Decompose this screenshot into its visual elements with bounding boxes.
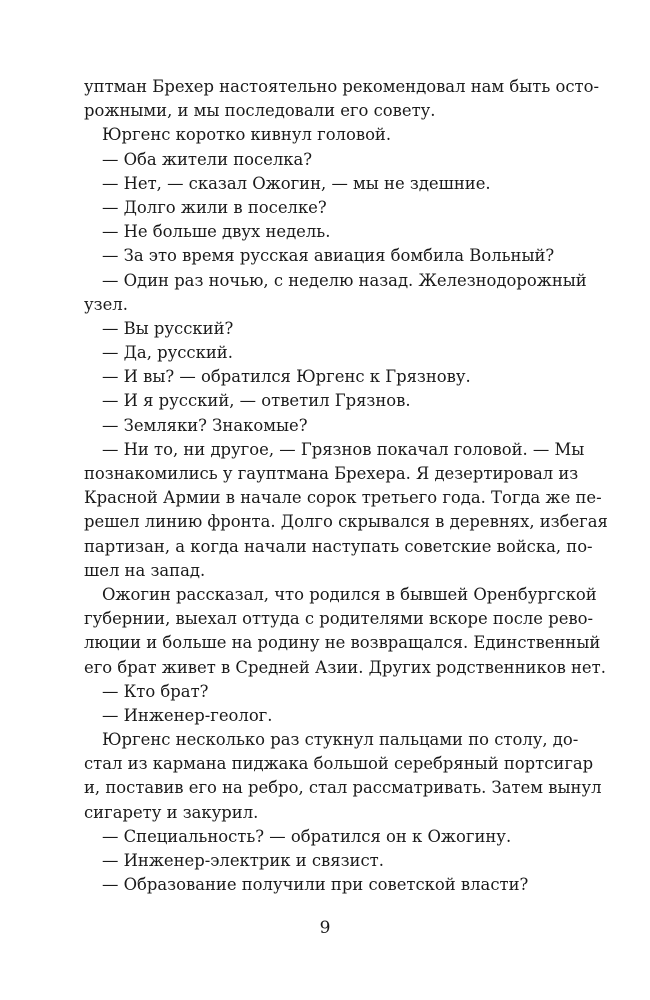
text-line: Красной Армии в начале сорок третьего года. Тогда же пе- (84, 488, 602, 508)
text-line: — Ни то, ни другое, — Грязнов покачал головой. — Мы (102, 439, 585, 459)
text-line: познакомились у гауптмана Брехера. Я дезертировал из (84, 464, 579, 483)
text-line: — Нет, — сказал Ожогин, — мы не здешние. (102, 173, 491, 193)
text-line: — Образование получили при советской власти? (102, 875, 529, 895)
text-line: решел линию фронта. Долго скрывался в деревнях, избегая (84, 512, 608, 532)
text-line: — Инженер-геолог. (102, 705, 273, 725)
text-line: — Один раз ночью, с неделю назад. Железнодорожный (102, 270, 587, 290)
text-line: — И вы? — обратился Юргенс к Грязнову. (102, 367, 471, 387)
text-line: — Кто брат? (102, 681, 209, 701)
text-line: — Земляки? Знакомые? (102, 415, 308, 435)
text-line: сигарету и закурил. (84, 802, 259, 822)
text-line: — Инженер-электрик и связист. (102, 851, 384, 870)
text-line: — Да, русский. (102, 343, 233, 363)
body-text (84, 75, 608, 897)
text-line: Ожогин рассказал, что родился в бывшей Оренбургской (102, 584, 597, 604)
text-line: — Вы русский? (102, 318, 234, 338)
text-line: узел. (84, 294, 128, 314)
text-line: — Специальность? — обратился он к Ожогину. (102, 826, 512, 846)
text-line: люции и больше на родину не возвращался. Единственный (84, 633, 601, 653)
text-line: рожными, и мы последовали его совету. (84, 101, 436, 121)
text-line: — За это время русская авиация бомбила Вольный? (102, 246, 555, 266)
text-line: шел на запад. (84, 560, 206, 580)
text-line: стал из кармана пиджака большой серебряный портсигар (84, 754, 594, 774)
page-number: 9 (319, 918, 331, 938)
text-line: — Не больше двух недель. (102, 222, 331, 242)
text-line: Юргенс несколько раз стукнул пальцами по столу, до- (102, 730, 579, 750)
text-line: Юргенс коротко кивнул головой. (102, 125, 392, 145)
text-line: — И я русский, — ответил Грязнов. (102, 391, 411, 411)
text-line: — Долго жили в поселке? (102, 197, 327, 217)
text-line: — Оба жители поселка? (102, 149, 313, 169)
text-line: партизан, а когда начали наступать советские войска, по- (84, 536, 593, 556)
text-line: и, поставив его на ребро, стал рассматривать. Затем вынул (84, 778, 602, 798)
text-line: губернии, выехал оттуда с родителями вскоре после рево- (84, 609, 594, 629)
text-line: уптман Брехер настоятельно рекомендовал нам быть осто- (84, 77, 599, 96)
text-line: его брат живет в Средней Азии. Других родственников нет. (84, 657, 606, 677)
